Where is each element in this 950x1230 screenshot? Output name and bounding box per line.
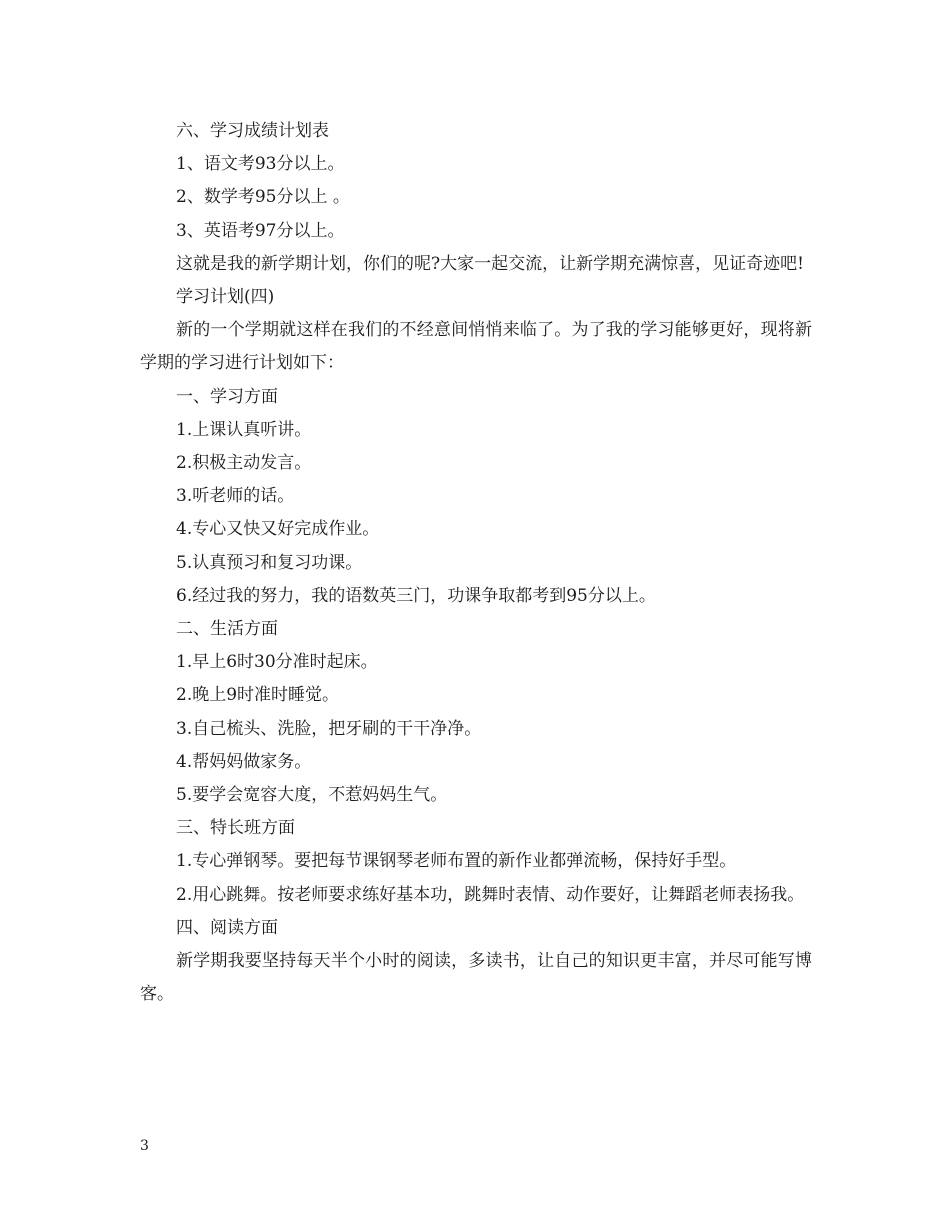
list-item: 6.经过我的努力，我的语数英三门，功课争取都考到95分以上。 bbox=[176, 585, 656, 606]
page-number: 3 bbox=[140, 1138, 149, 1154]
section-heading-reading: 四、阅读方面 bbox=[176, 917, 278, 938]
section-heading-grade-plan: 六、学习成绩计划表 bbox=[176, 121, 329, 141]
document-body bbox=[140, 115, 812, 1011]
section-heading-life: 二、生活方面 bbox=[176, 619, 278, 640]
list-item: 1、语文考93分以上。 bbox=[176, 154, 345, 175]
list-item: 3.自己梳头、洗脸，把牙刷的干干净净。 bbox=[176, 718, 482, 739]
list-item: 2.用心跳舞。按老师要求练好基本功，跳舞时表情、动作要好，让舞蹈老师表扬我。 bbox=[176, 884, 805, 905]
section-heading-study: 一、学习方面 bbox=[176, 386, 278, 407]
section-title-study-plan-four: 学习计划(四) bbox=[176, 287, 275, 308]
list-item: 5.认真预习和复习功课。 bbox=[176, 552, 363, 573]
list-item: 4.专心又快又好完成作业。 bbox=[176, 519, 380, 540]
paragraph: 新的一个学期就这样在我们的不经意间悄悄来临了。为了我的学习能够更好，现将新学期的学习进行计划如下： bbox=[140, 320, 812, 374]
list-item: 2.积极主动发言。 bbox=[176, 453, 312, 474]
paragraph: 新学期我要坚持每天半个小时的阅读，多读书，让自己的知识更丰富，并尽可能写博客。 bbox=[140, 951, 812, 1005]
list-item: 4.帮妈妈做家务。 bbox=[176, 751, 312, 772]
list-item: 5.要学会宽容大度，不惹妈妈生气。 bbox=[176, 785, 448, 806]
list-item: 2.晚上9时准时睡觉。 bbox=[176, 685, 340, 706]
paragraph: 这就是我的新学期计划，你们的呢?大家一起交流，让新学期充满惊喜，见证奇迹吧! bbox=[176, 253, 804, 274]
list-item: 1.早上6时30分准时起床。 bbox=[176, 652, 378, 673]
list-item: 3、英语考97分以上。 bbox=[176, 220, 345, 241]
section-heading-talent-class: 三、特长班方面 bbox=[176, 818, 295, 839]
list-item: 1.上课认真听讲。 bbox=[176, 419, 312, 440]
list-item: 1.专心弹钢琴。要把每节课钢琴老师布置的新作业都弹流畅，保持好手型。 bbox=[176, 851, 737, 872]
list-item: 2、数学考95分以上 。 bbox=[176, 187, 350, 208]
list-item: 3.听老师的话。 bbox=[176, 486, 295, 507]
